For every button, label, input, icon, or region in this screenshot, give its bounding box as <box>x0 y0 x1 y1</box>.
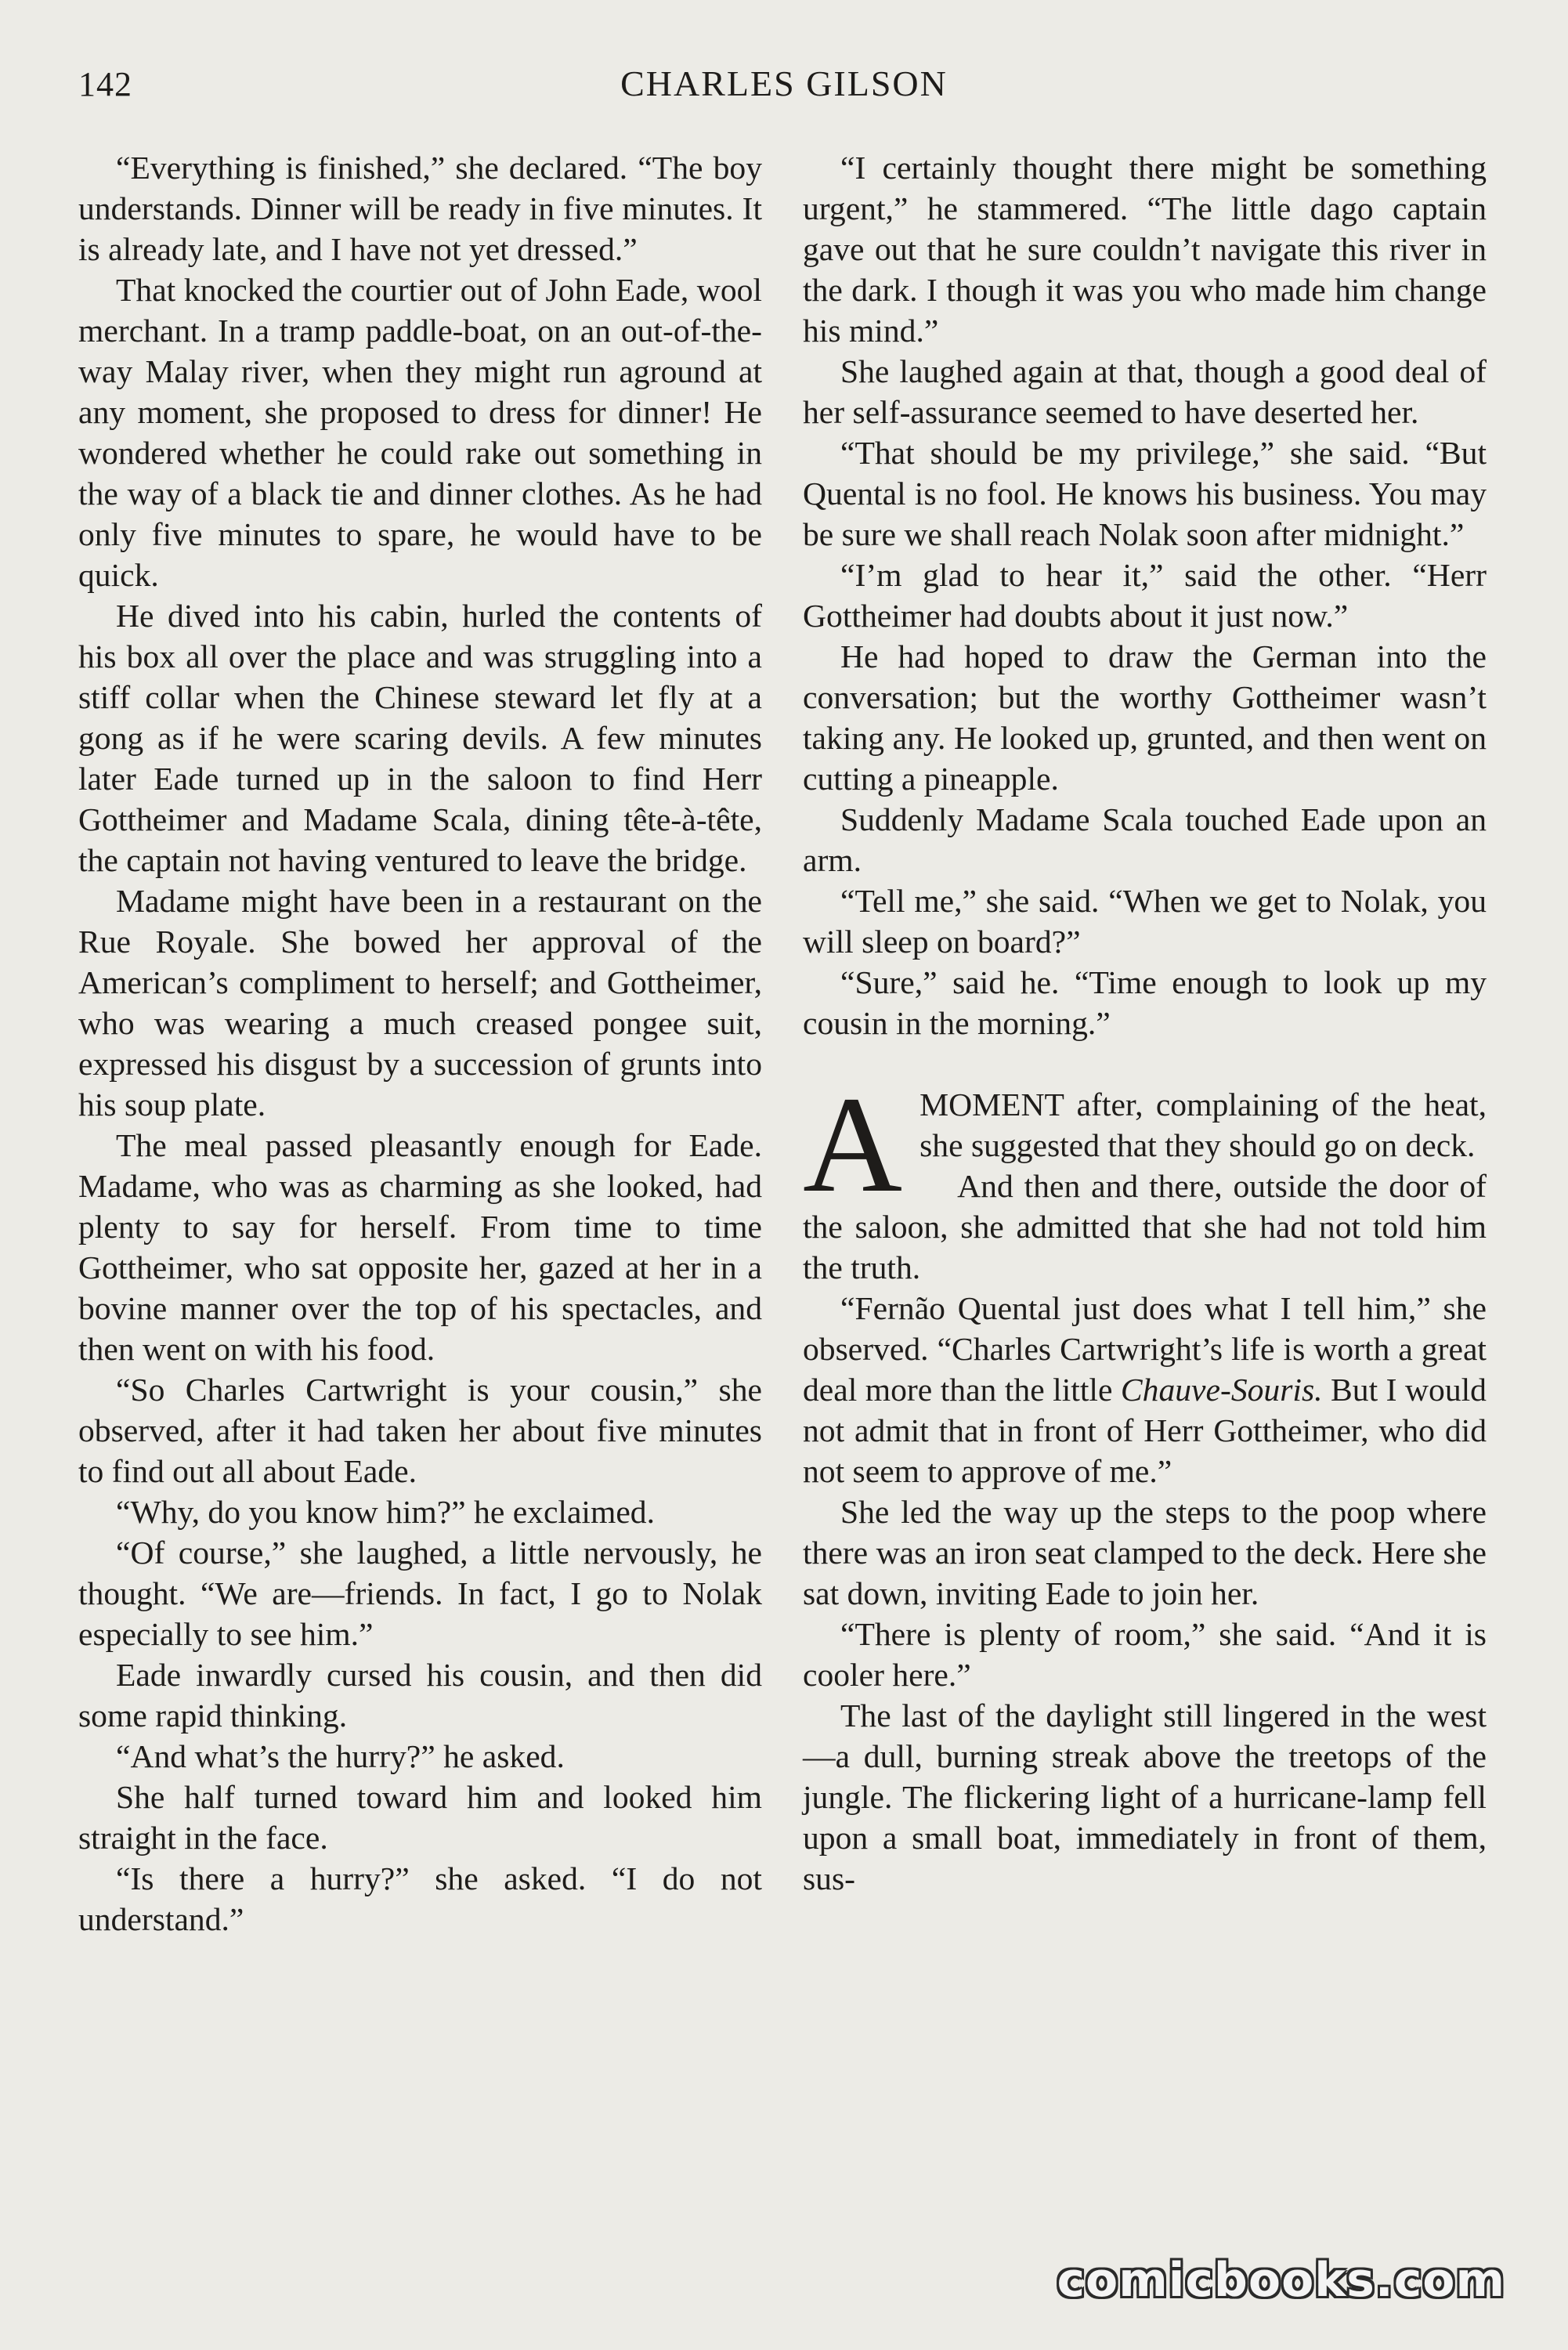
paragraph: “Everything is finished,” she declared. “The boy understands. Dinner will be ready in five minutes. It is already late, and I have not yet dressed.” <box>78 150 762 267</box>
drop-cap: A <box>803 1068 903 1221</box>
paragraph: And then and there, outside the door of the saloon, she admitted that she had not told him the truth. <box>803 1168 1487 1285</box>
paragraph: “Tell me,” she said. “When we get to Nolak, you will sleep on board?” <box>803 883 1487 960</box>
right-column <box>803 147 1487 1899</box>
paragraph: Eade inwardly cursed his cousin, and then did some rapid thinking. <box>78 1657 762 1734</box>
boat-name: Chauve-Souris. <box>1120 1372 1323 1408</box>
paragraph: He had hoped to draw the German into the conversation; but the worthy Gottheimer wasn’t taking any. He looked up, grunted, and then went on cutting a pineapple. <box>803 638 1487 797</box>
paragraph: “I’m glad to hear it,” said the other. “Herr Gottheimer had doubts about it just now.” <box>803 557 1487 634</box>
paragraph: “That should be my privilege,” she said. “But Quental is no fool. He knows his business. You may be sure we shall reach Nolak soon after midnight.” <box>803 435 1487 552</box>
paragraph: “Is there a hurry?” she asked. “I do not understand.” <box>78 1860 762 1937</box>
paragraph: The meal passed pleasantly enough for Eade. Madame, who was as charming as she looked, had plenty to say for herself. From time to time Gottheimer, who sat opposite her, gazed at her in a bovine manner over the top of his spectacles, and then went on with his food. <box>78 1127 762 1367</box>
paragraph: “I certainly thought there might be something urgent,” he stammered. “The little dago captain gave out that he sure couldn’t navigate this river in the dark. I though it was you who made him change his mind.” <box>803 150 1487 349</box>
paragraph: She half turned toward him and looked him straight in the face. <box>78 1779 762 1856</box>
paragraph: She led the way up the steps to the poop where there was an iron seat clamped to the deck. Here she sat down, inviting Eade to join her. <box>803 1494 1487 1611</box>
paragraph: Madame might have been in a restaurant on the Rue Royale. She bowed her approval of the American’s compliment to herself; and Gottheimer, who was wearing a much creased pongee suit, expressed his disgust by a succession of grunts into his soup plate. <box>78 883 762 1123</box>
paragraph: “Of course,” she laughed, a little nervously, he thought. “We are—friends. In fact, I go to Nolak especially to see him.” <box>78 1535 762 1652</box>
left-column <box>78 147 762 1940</box>
paragraph: “Sure,” said he. “Time enough to look up my cousin in the morning.” <box>803 964 1487 1041</box>
page-number: 142 <box>78 65 132 103</box>
paragraph: “Why, do you know him?” he exclaimed. <box>116 1494 656 1530</box>
running-head: CHARLES GILSON <box>620 63 948 103</box>
paragraph: Suddenly Madame Scala touched Eade upon an arm. <box>803 801 1487 878</box>
paragraph: He dived into his cabin, hurled the contents of his box all over the place and was struggling into a stiff collar when the Chinese steward let fly at a gong as if he were scaring devils. A few minutes later Eade turned up in the saloon to find Herr Gottheimer and Madame Scala, dining tête-à-tête, the captain not having ventured to leave the bridge. <box>78 598 762 878</box>
paragraph: The last of the daylight still lingered in the west—a dull, burning streak above the treetops of the jungle. The flickering light of a hurricane-lamp fell upon a small boat, immediately in front of them, sus- <box>803 1697 1487 1896</box>
paragraph <box>803 1288 1487 1491</box>
site-watermark: comicbooks.com <box>1057 2253 1505 2308</box>
section-opening-paragraph <box>803 1068 1487 1221</box>
paragraph-text: “Fernão Quental just does what I tell him,” she observed. “Charles Cartwright’s life is worth a great deal more than the little <box>803 1290 1487 1408</box>
section-opening-text: MOMENT after, complaining of the heat, she suggested that they should go on deck. <box>919 1086 1487 1163</box>
paragraph: “So Charles Cartwright is your cousin,” she observed, after it had taken her about five minutes to find out all about Eade. <box>78 1372 762 1489</box>
paragraph: “And what’s the hurry?” he asked. <box>116 1738 565 1774</box>
paragraph: That knocked the courtier out of John Eade, wool merchant. In a tramp paddle-boat, on an out-of-the-way Malay river, when they might run aground at any moment, she proposed to dress for dinner! He wondered whether he could rake out something in the way of a black tie and dinner clothes. As he had only five minutes to spare, he would have to be quick. <box>78 272 762 593</box>
paragraph: She laughed again at that, though a good deal of her self-assurance seemed to have deserted her. <box>803 353 1487 430</box>
paragraph-text: But I would not admit that in front of Herr Gottheimer, who did not seem to approve of me.” <box>803 1372 1487 1489</box>
paragraph: “There is plenty of room,” she said. “And it is cooler here.” <box>803 1616 1487 1693</box>
